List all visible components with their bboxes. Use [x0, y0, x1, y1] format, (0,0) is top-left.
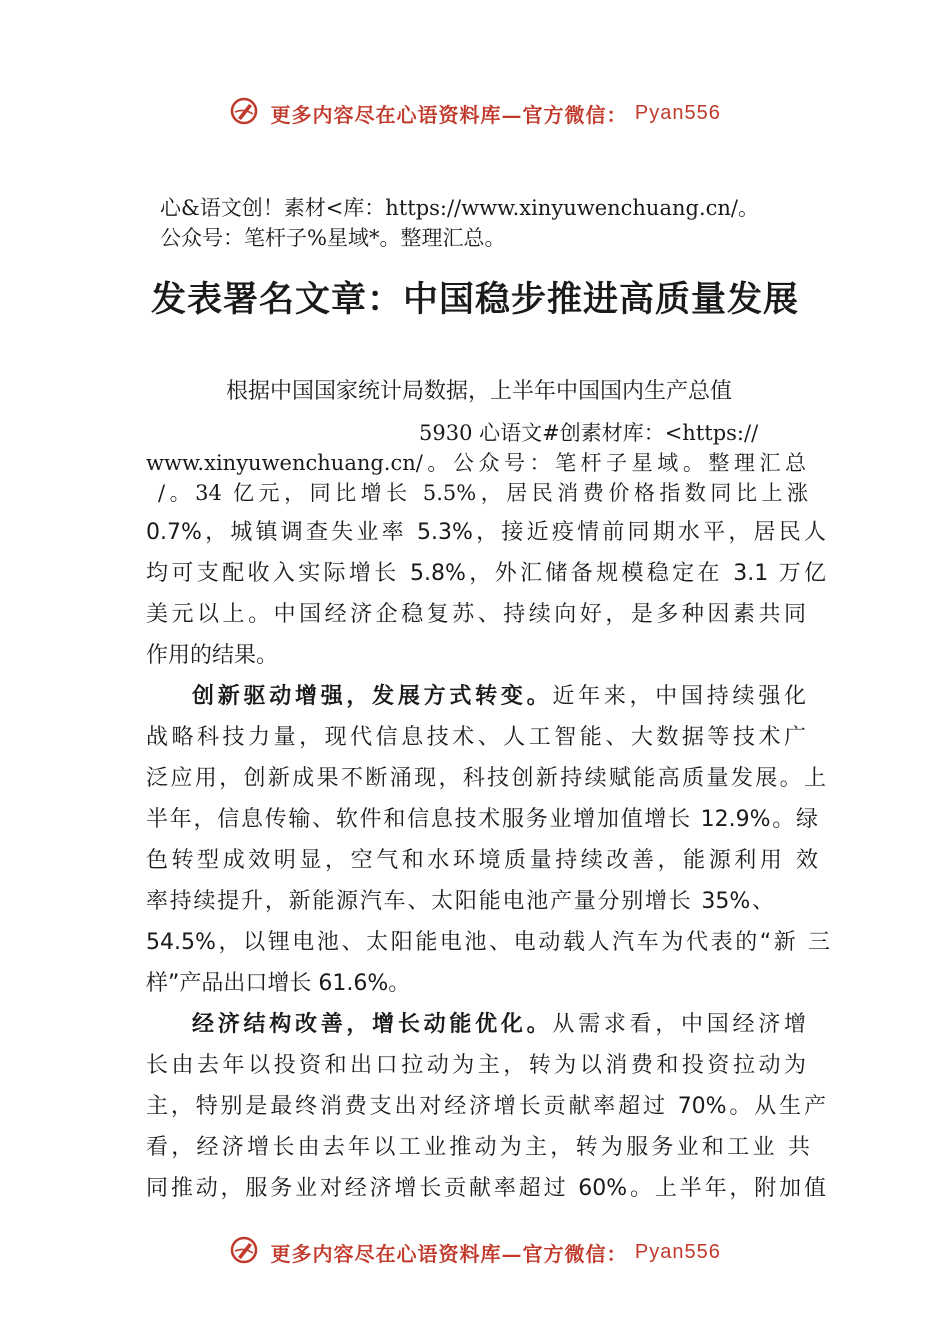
paragraph-line: 看，经济增长由去年以工业推动为主，转为服务业和工业 共 [146, 1135, 810, 1160]
paragraph-line: /。34 亿元，同比增长 5.5%，居民消费价格指数同比上涨 [158, 481, 808, 505]
article-title: 发表署名文章：中国稳步推进高质量发展 [150, 279, 799, 320]
paragraph-line: 泛应用，创新成果不断涌现，科技创新持续赋能高质量发展。上 [146, 766, 826, 791]
header-banner [0, 96, 950, 131]
source-note-line-1: 心&语文创！素材<库：https://www.xinyuwenchuang.cn/。 [160, 196, 759, 220]
paragraph-line: 半年，信息传输、软件和信息技术服务业增加值增长 12.9%。绿 [146, 807, 818, 832]
paragraph-line: 5930 心语文#创素材库：<https:// [419, 421, 759, 445]
paragraph-line: 率持续提升，新能源汽车、太阳能电池产量分别增长 35%、 [146, 889, 774, 914]
section-heading: 经济结构改善，增长动能优化。 [192, 1012, 553, 1037]
paragraph-line: 样”产品出口增长 61.6%。 [146, 971, 411, 996]
paragraph-line: 根据中国国家统计局数据，上半年中国国内生产总值 [226, 379, 733, 404]
pen-logo-icon [229, 1235, 259, 1270]
paragraph-line: 美元以上。中国经济企稳复苏、持续向好，是多种因素共同 [146, 602, 806, 627]
banner-wechat-id: Pyan556 [634, 102, 721, 124]
pen-logo-icon [229, 96, 259, 131]
paragraph-line: 作用的结果。 [146, 643, 279, 668]
section-heading: 创新驱动增强，发展方式转变。 [192, 684, 553, 709]
paragraph-line: 同推动，服务业对经济增长贡献率超过 60%。上半年，附加值 [146, 1176, 826, 1201]
paragraph-line: www.xinyuwenchuang.cn/。公众号：笔杆子星域。整理汇总 [146, 451, 806, 475]
banner-text: 更多内容尽在心语资料库—官方微信： [270, 103, 628, 127]
banner-wechat-id: Pyan556 [634, 1241, 721, 1263]
paragraph-line: 创新驱动增强，发展方式转变。近年来，中国持续强化 [192, 684, 806, 709]
paragraph-line: 长由去年以投资和出口拉动为主，转为以消费和投资拉动为 [146, 1053, 806, 1078]
paragraph-line: 主，特别是最终消费支出对经济增长贡献率超过 70%。从生产 [146, 1094, 826, 1119]
footer-banner [0, 1235, 950, 1270]
paragraph-line: 0.7%，城镇调查失业率 5.3%，接近疫情前同期水平，居民人 [146, 520, 826, 545]
paragraph-line: 均可支配收入实际增长 5.8%，外汇储备规模稳定在 3.1 万亿 [146, 561, 826, 586]
paragraph-line: 色转型成效明显，空气和水环境质量持续改善，能源利用 效 [146, 848, 818, 873]
source-note-line-2: 公众号：笔杆子%星域*。整理汇总。 [160, 226, 506, 250]
banner-text: 更多内容尽在心语资料库—官方微信： [270, 1242, 628, 1266]
paragraph-line: 54.5%，以锂电池、太阳能电池、电动载人汽车为代表的“新 三 [146, 930, 830, 955]
paragraph-line: 经济结构改善，增长动能优化。从需求看，中国经济增 [192, 1012, 806, 1037]
paragraph-line: 战略科技力量，现代信息技术、人工智能、大数据等技术广 [146, 725, 806, 750]
